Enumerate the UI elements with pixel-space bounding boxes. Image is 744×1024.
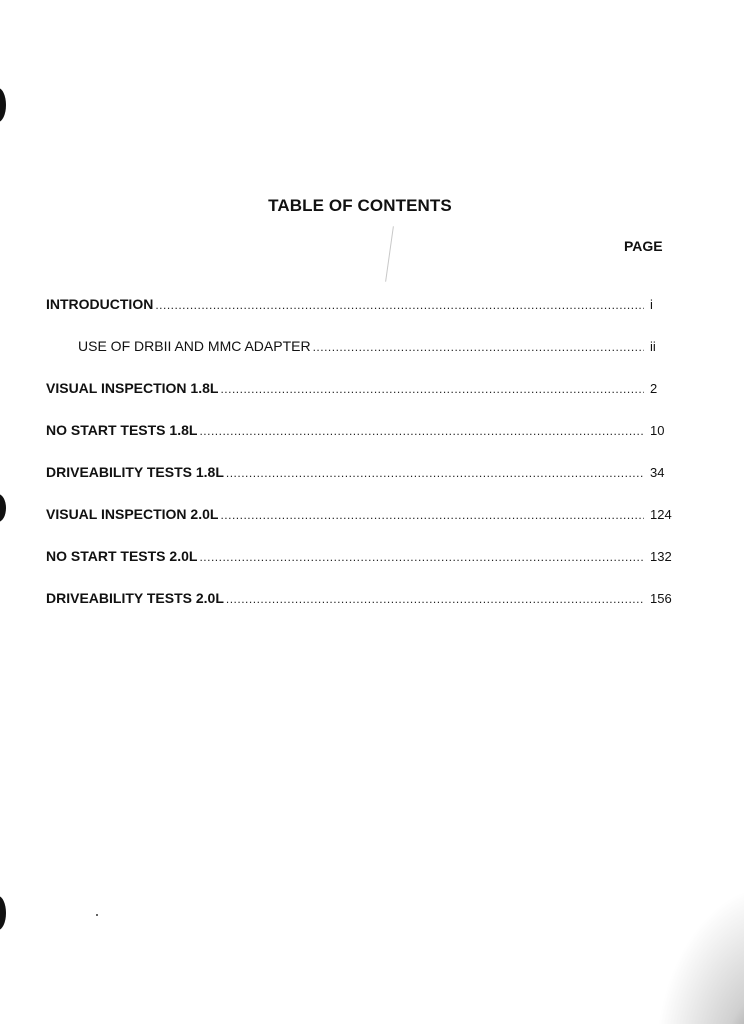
toc-entry[interactable]	[46, 548, 678, 590]
table-of-contents	[46, 296, 678, 632]
pencil-mark	[385, 226, 394, 282]
dot-leader	[220, 382, 644, 396]
toc-entry-label: VISUAL INSPECTION 1.8L	[46, 380, 219, 396]
toc-entry[interactable]	[46, 464, 678, 506]
dot-leader	[155, 298, 644, 312]
toc-entry-page: i	[650, 297, 653, 312]
dot-leader	[313, 340, 644, 354]
dot-leader	[199, 424, 644, 438]
binder-hole	[0, 896, 6, 930]
toc-entry-page: 124	[650, 507, 672, 522]
toc-entry[interactable]	[46, 506, 678, 548]
dot-leader	[199, 550, 644, 564]
toc-entry-label: DRIVEABILITY TESTS 2.0L	[46, 590, 224, 606]
toc-entry-page: 2	[650, 381, 658, 396]
toc-entry-page: 10	[650, 423, 665, 438]
page-title: TABLE OF CONTENTS	[268, 196, 452, 215]
toc-entry[interactable]	[46, 338, 678, 380]
toc-entry-label: VISUAL INSPECTION 2.0L	[46, 506, 219, 522]
toc-entry[interactable]	[46, 296, 678, 338]
toc-entry[interactable]	[46, 422, 678, 464]
toc-entry-page: ii	[650, 339, 656, 354]
binder-hole	[0, 88, 6, 122]
scan-shadow	[654, 884, 744, 1024]
page-column-heading: PAGE	[624, 238, 663, 254]
scan-speck	[96, 914, 98, 916]
toc-entry-page: 156	[650, 591, 672, 606]
toc-entry-label: INTRODUCTION	[46, 296, 154, 312]
toc-entry-label: NO START TESTS 1.8L	[46, 422, 198, 438]
toc-entry-label: NO START TESTS 2.0L	[46, 548, 198, 564]
toc-entry-page: 132	[650, 549, 672, 564]
toc-entry-page: 34	[650, 465, 665, 480]
toc-entry-label: USE OF DRBII AND MMC ADAPTER	[78, 338, 311, 354]
toc-entry-label: DRIVEABILITY TESTS 1.8L	[46, 464, 224, 480]
dot-leader	[226, 592, 644, 606]
dot-leader	[226, 466, 644, 480]
dot-leader	[220, 508, 644, 522]
binder-hole	[0, 494, 6, 522]
toc-entry[interactable]	[46, 590, 678, 632]
toc-entry[interactable]	[46, 380, 678, 422]
